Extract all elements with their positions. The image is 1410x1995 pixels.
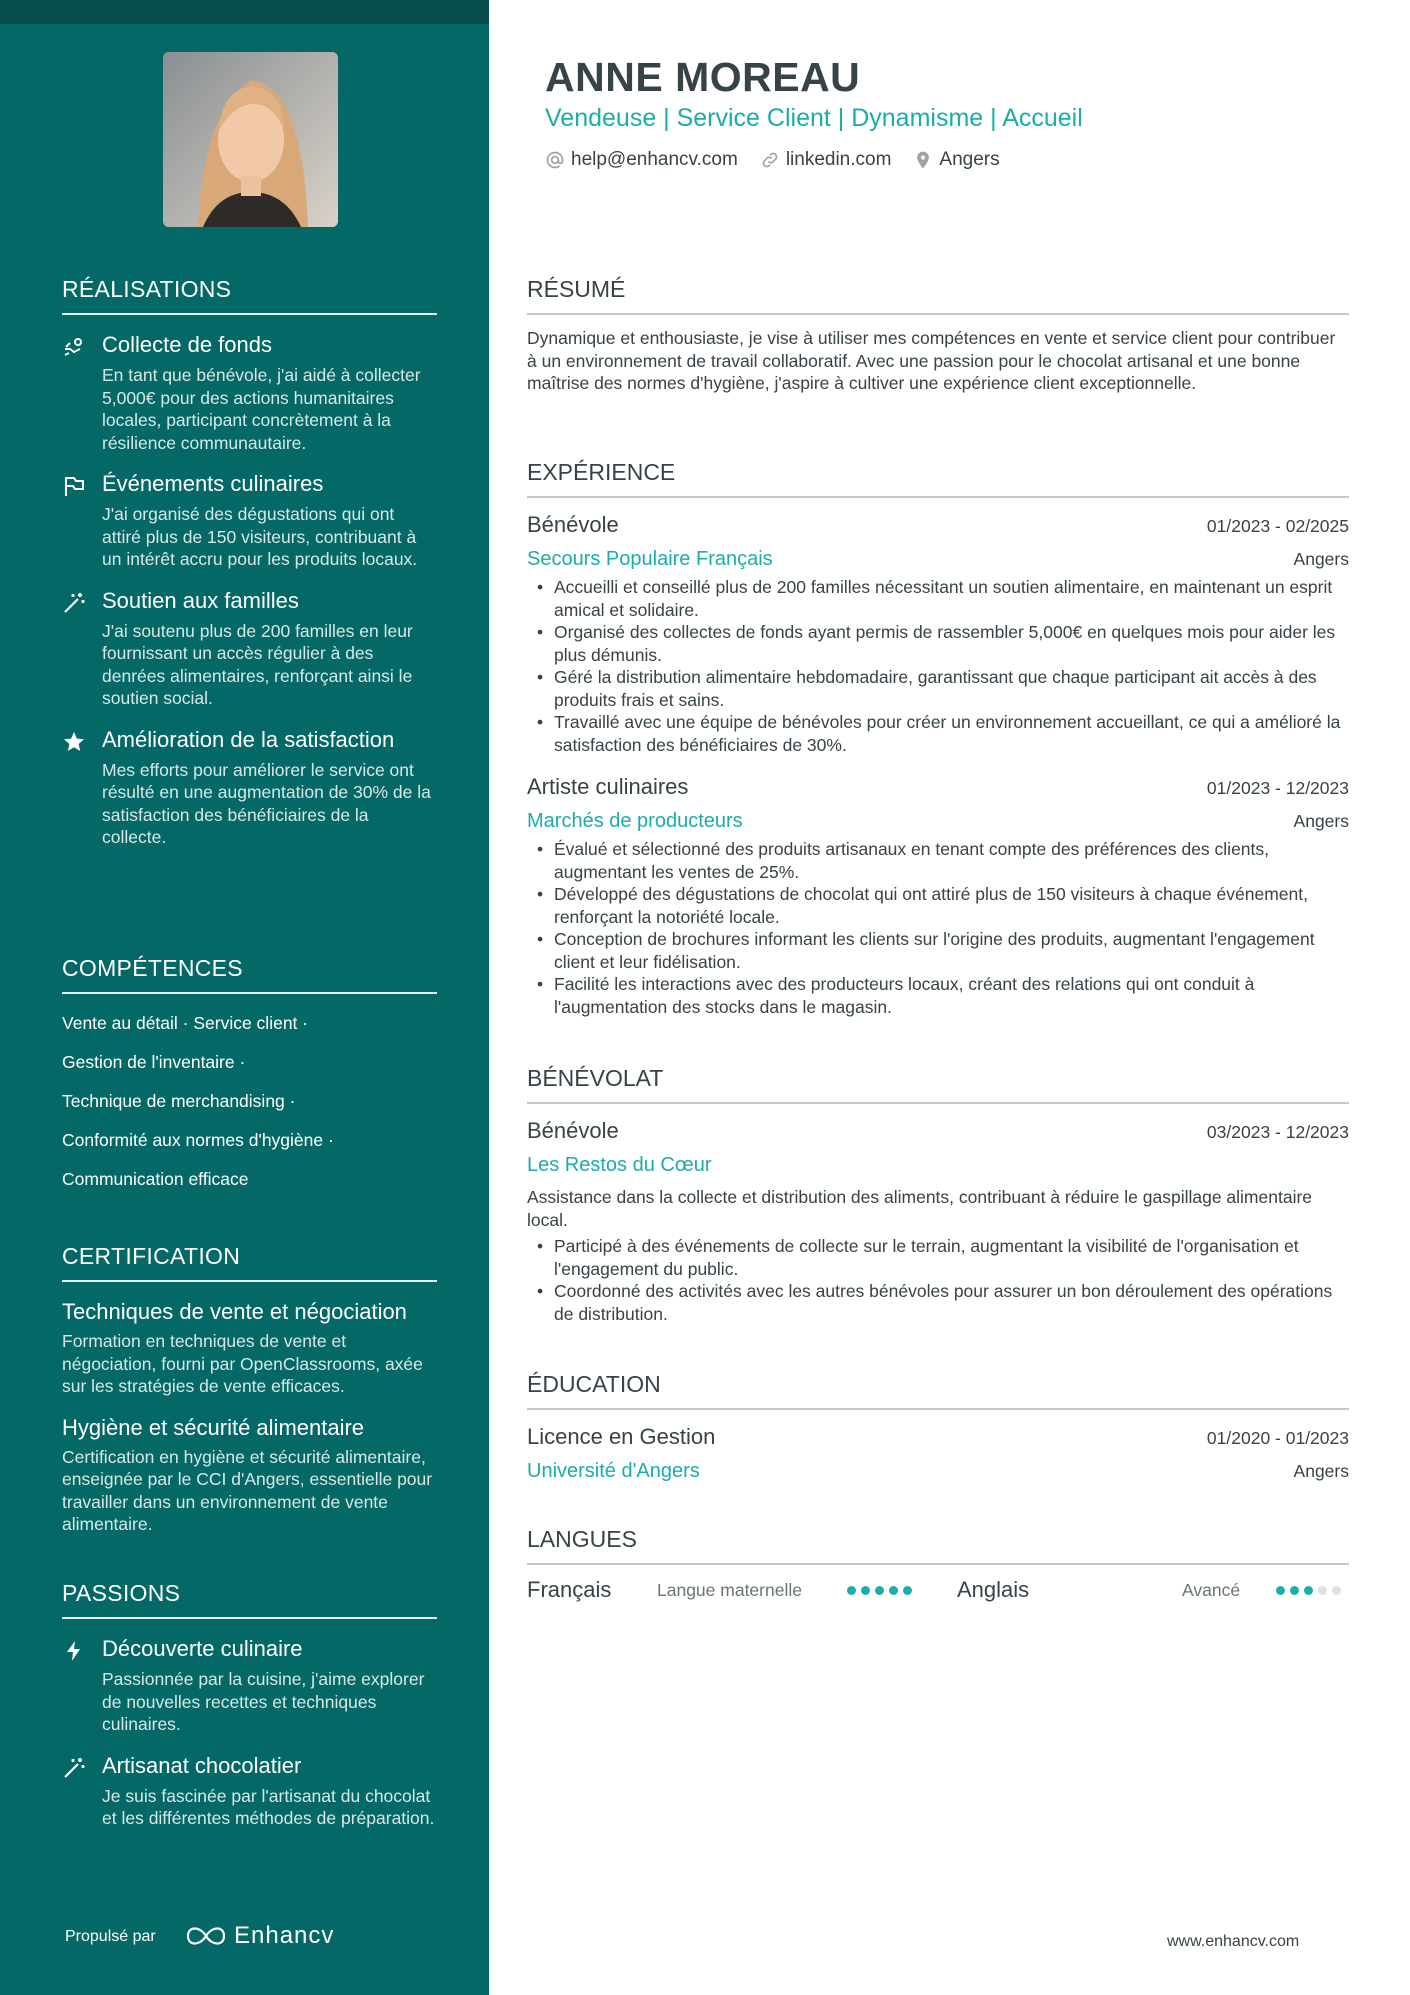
- job-location: Angers: [1293, 811, 1349, 831]
- achievement-desc: En tant que bénévole, j'ai aidé à collecter 5,000€ pour des actions humanitaires locales, participant concrètement à la résilience communautaire.: [102, 365, 421, 453]
- languages-row: [527, 1575, 1349, 1605]
- profile-photo: [163, 52, 338, 227]
- sidebar: [0, 0, 489, 1995]
- degree: Licence en Gestion: [527, 1424, 716, 1449]
- volunteer-bullets: [527, 1235, 1349, 1325]
- contact-location: [913, 149, 999, 171]
- proficiency-dot: [861, 1586, 870, 1595]
- achievement-item: [62, 587, 437, 710]
- powered-by-label: Propulsé par: [65, 1928, 156, 1945]
- enhancv-logo-mark: [184, 1924, 228, 1948]
- bullet-item: • Conception de brochures informant les clients sur l'origine des produits, augmentant l'engagement client et leur fidélisation.: [527, 928, 1349, 973]
- volunteering-heading: BÉNÉVOLAT: [527, 1065, 1349, 1104]
- skill-line: Conformité aux normes d'hygiène ·: [62, 1130, 334, 1150]
- bullet-item: • Développé des dégustations de chocolat qui ont attiré plus de 150 visiteurs à chaque événement, renforçant la notoriété locale.: [527, 883, 1349, 928]
- proficiency-dot: [1318, 1586, 1327, 1595]
- experience-section: [527, 459, 1349, 1018]
- achievement-title: Collecte de fonds: [102, 332, 272, 357]
- proficiency-dot: [1332, 1586, 1341, 1595]
- education-entry: [527, 1422, 1349, 1486]
- passion-item: [62, 1635, 437, 1736]
- education-section: [527, 1371, 1349, 1486]
- magic-wand-icon: [62, 591, 86, 615]
- language-name: Français: [527, 1577, 612, 1602]
- bullet-item: • Travaillé avec une équipe de bénévoles pour créer un environnement accueillant, ce qui a amélioré la satisfaction des bénéficiaires de 30%.: [527, 711, 1349, 756]
- footer-website[interactable]: www.enhancv.com: [1167, 1933, 1300, 1950]
- linkedin-text: linkedin.com: [785, 149, 892, 170]
- certification-desc: Formation en techniques de vente et négociation, fourni par OpenClassrooms, axée sur les stratégies de vente efficaces.: [62, 1331, 423, 1396]
- bullet-item: • Géré la distribution alimentaire hebdomadaire, garantissant que chaque participant ait accès à des produits frais et sains.: [527, 666, 1349, 711]
- passion-desc: Passionnée par la cuisine, j'aime explorer de nouvelles recettes et techniques culinaires.: [102, 1669, 425, 1734]
- sidebar-top-band: [0, 0, 489, 24]
- passion-title: Artisanat chocolatier: [102, 1752, 302, 1778]
- achievements-section: [62, 276, 437, 849]
- star-icon: [62, 730, 86, 754]
- skill-line: Vente au détail · Service client ·: [62, 1013, 309, 1033]
- enhancv-logo[interactable]: [184, 1922, 334, 1950]
- summary-heading: RÉSUMÉ: [527, 276, 1349, 315]
- proficiency-dot: [847, 1586, 856, 1595]
- certification-title: Techniques de vente et négociation: [62, 1299, 407, 1324]
- language-level: Langue maternelle: [657, 1579, 802, 1600]
- bullet-item: • Participé à des événements de collecte sur le terrain, augmentant la visibilité de l'organisation et l'engagement du public.: [527, 1235, 1349, 1280]
- flag-icon: [62, 474, 86, 498]
- job-dates: 01/2023 - 02/2025: [1206, 516, 1349, 536]
- enhancv-brand-text: Enhancv: [234, 1922, 335, 1949]
- candidate-title: Vendeuse | Service Client | Dynamisme | Accueil: [545, 104, 1083, 132]
- lightning-icon: [62, 1639, 86, 1663]
- proficiency-dot: [1276, 1586, 1285, 1595]
- skill-line: Gestion de l'inventaire ·: [62, 1052, 246, 1072]
- contact-bar: [545, 149, 1022, 171]
- achievement-desc: Mes efforts pour améliorer le service ont résulté en une augmentation de 30% de la satisfaction des bénéficiaires de la collecte.: [102, 759, 431, 847]
- magic-wand-icon: [62, 1756, 86, 1780]
- achievement-title: Événements culinaires: [102, 471, 324, 496]
- achievement-desc: J'ai soutenu plus de 200 familles en leur fournissant un accès régulier à des denrées alimentaires, renforçant ainsi le soutien social.: [102, 620, 413, 708]
- job-organization: Marchés de producteurs: [527, 810, 743, 832]
- contact-linkedin[interactable]: [760, 149, 892, 171]
- job-role: Artiste culinaires: [527, 774, 689, 799]
- experience-entry: [527, 772, 1349, 1018]
- location-pin-icon: [913, 150, 933, 170]
- email-text: help@enhancv.com: [571, 149, 738, 170]
- summary-section: [527, 276, 1349, 395]
- achievements-heading: RÉALISATIONS: [62, 276, 437, 315]
- candidate-name: ANNE MOREAU: [545, 54, 861, 100]
- volunteer-dates: 03/2023 - 12/2023: [1206, 1122, 1349, 1142]
- language-dots: [847, 1586, 957, 1595]
- contact-email[interactable]: [545, 149, 738, 171]
- volunteer-description: Assistance dans la collecte et distribution des aliments, contribuant à réduire le gaspillage alimentaire local.: [527, 1187, 1313, 1230]
- job-bullets: [527, 838, 1349, 1018]
- skills-list: [62, 1004, 437, 1199]
- languages-heading: LANGUES: [527, 1526, 1349, 1565]
- experience-entry: [527, 510, 1349, 756]
- language-level: Avancé: [1182, 1579, 1241, 1600]
- certification-section: [62, 1243, 437, 1536]
- certification-item: [62, 1298, 437, 1398]
- certification-item: [62, 1414, 437, 1536]
- certification-heading: CERTIFICATION: [62, 1243, 437, 1282]
- language-dots: [1276, 1586, 1341, 1595]
- job-organization: Secours Populaire Français: [527, 548, 773, 570]
- bullet-item: • Évalué et sélectionné des produits artisanaux en tenant compte des préférences des clients, augmentant les ventes de 25%.: [527, 838, 1349, 883]
- passion-desc: Je suis fascinée par l'artisanat du chocolat et les différentes méthodes de préparation.: [102, 1785, 435, 1828]
- passion-item: [62, 1752, 437, 1830]
- volunteering-entry: [527, 1116, 1349, 1325]
- bullet-item: • Coordonné des activités avec les autres bénévoles pour assurer un bon déroulement des opérations de distribution.: [527, 1280, 1349, 1325]
- volunteering-section: [527, 1065, 1349, 1325]
- proficiency-dot: [903, 1586, 912, 1595]
- proficiency-dot: [889, 1586, 898, 1595]
- job-dates: 01/2023 - 12/2023: [1206, 778, 1349, 798]
- skill-line: Technique de merchandising ·: [62, 1091, 296, 1111]
- experience-heading: EXPÉRIENCE: [527, 459, 1349, 498]
- certification-desc: Certification en hygiène et sécurité alimentaire, enseignée par le CCI d'Angers, essentielle pour travailler dans un environnement de vente alimentaire.: [62, 1446, 433, 1534]
- proficiency-dot: [1290, 1586, 1299, 1595]
- proficiency-dot: [875, 1586, 884, 1595]
- job-bullets: [527, 576, 1349, 756]
- link-icon: [760, 150, 780, 170]
- job-role: Bénévole: [527, 512, 619, 537]
- hand-coins-icon: [62, 335, 86, 359]
- achievement-desc: J'ai organisé des dégustations qui ont attiré plus de 150 visiteurs, contribuant à un intérêt accru pour les produits locaux.: [102, 504, 418, 569]
- passion-title: Découverte culinaire: [102, 1636, 303, 1661]
- at-icon: [545, 150, 565, 170]
- achievement-item: [62, 726, 437, 849]
- location-text: Angers: [939, 149, 1000, 170]
- skills-heading: COMPÉTENCES: [62, 955, 437, 994]
- achievement-title: Soutien aux familles: [102, 587, 299, 613]
- summary-text: Dynamique et enthousiaste, je vise à utiliser mes compétences en vente et service client pour contribuer à un environnement de travail collaboratif. Avec une passion pour le chocolat artisanal et une bonne maîtrise des normes d'hygiène, j'aspire à cultiver une expérience client exceptionnelle.: [527, 328, 1336, 393]
- languages-section: [527, 1526, 1349, 1605]
- achievement-item: [62, 470, 437, 571]
- passions-heading: PASSIONS: [62, 1580, 437, 1619]
- certification-title: Hygiène et sécurité alimentaire: [62, 1414, 365, 1440]
- education-heading: ÉDUCATION: [527, 1371, 1349, 1410]
- proficiency-dot: [1304, 1586, 1313, 1595]
- skill-line: Communication efficace: [62, 1169, 249, 1189]
- volunteer-organization: Les Restos du Cœur: [527, 1154, 712, 1176]
- achievement-title: Amélioration de la satisfaction: [102, 726, 395, 752]
- school-location: Angers: [1293, 1461, 1349, 1481]
- skills-section: [62, 955, 437, 1199]
- bullet-item: • Facilité les interactions avec des producteurs locaux, créant des relations qui ont conduit à l'augmentation des stocks dans le magasin.: [527, 973, 1349, 1018]
- volunteer-role: Bénévole: [527, 1118, 619, 1143]
- passions-section: [62, 1580, 437, 1830]
- bullet-item: • Organisé des collectes de fonds ayant permis de rassembler 5,000€ en quelques mois pour aider les plus démunis.: [527, 621, 1349, 666]
- education-dates: 01/2020 - 01/2023: [1206, 1428, 1349, 1448]
- achievement-item: [62, 331, 437, 454]
- school: Université d'Angers: [527, 1460, 700, 1482]
- bullet-item: • Accueilli et conseillé plus de 200 familles nécessitant un soutien alimentaire, en maintenant un esprit amical et solidaire.: [527, 576, 1349, 621]
- job-location: Angers: [1293, 549, 1349, 569]
- language-name: Anglais: [957, 1577, 1030, 1602]
